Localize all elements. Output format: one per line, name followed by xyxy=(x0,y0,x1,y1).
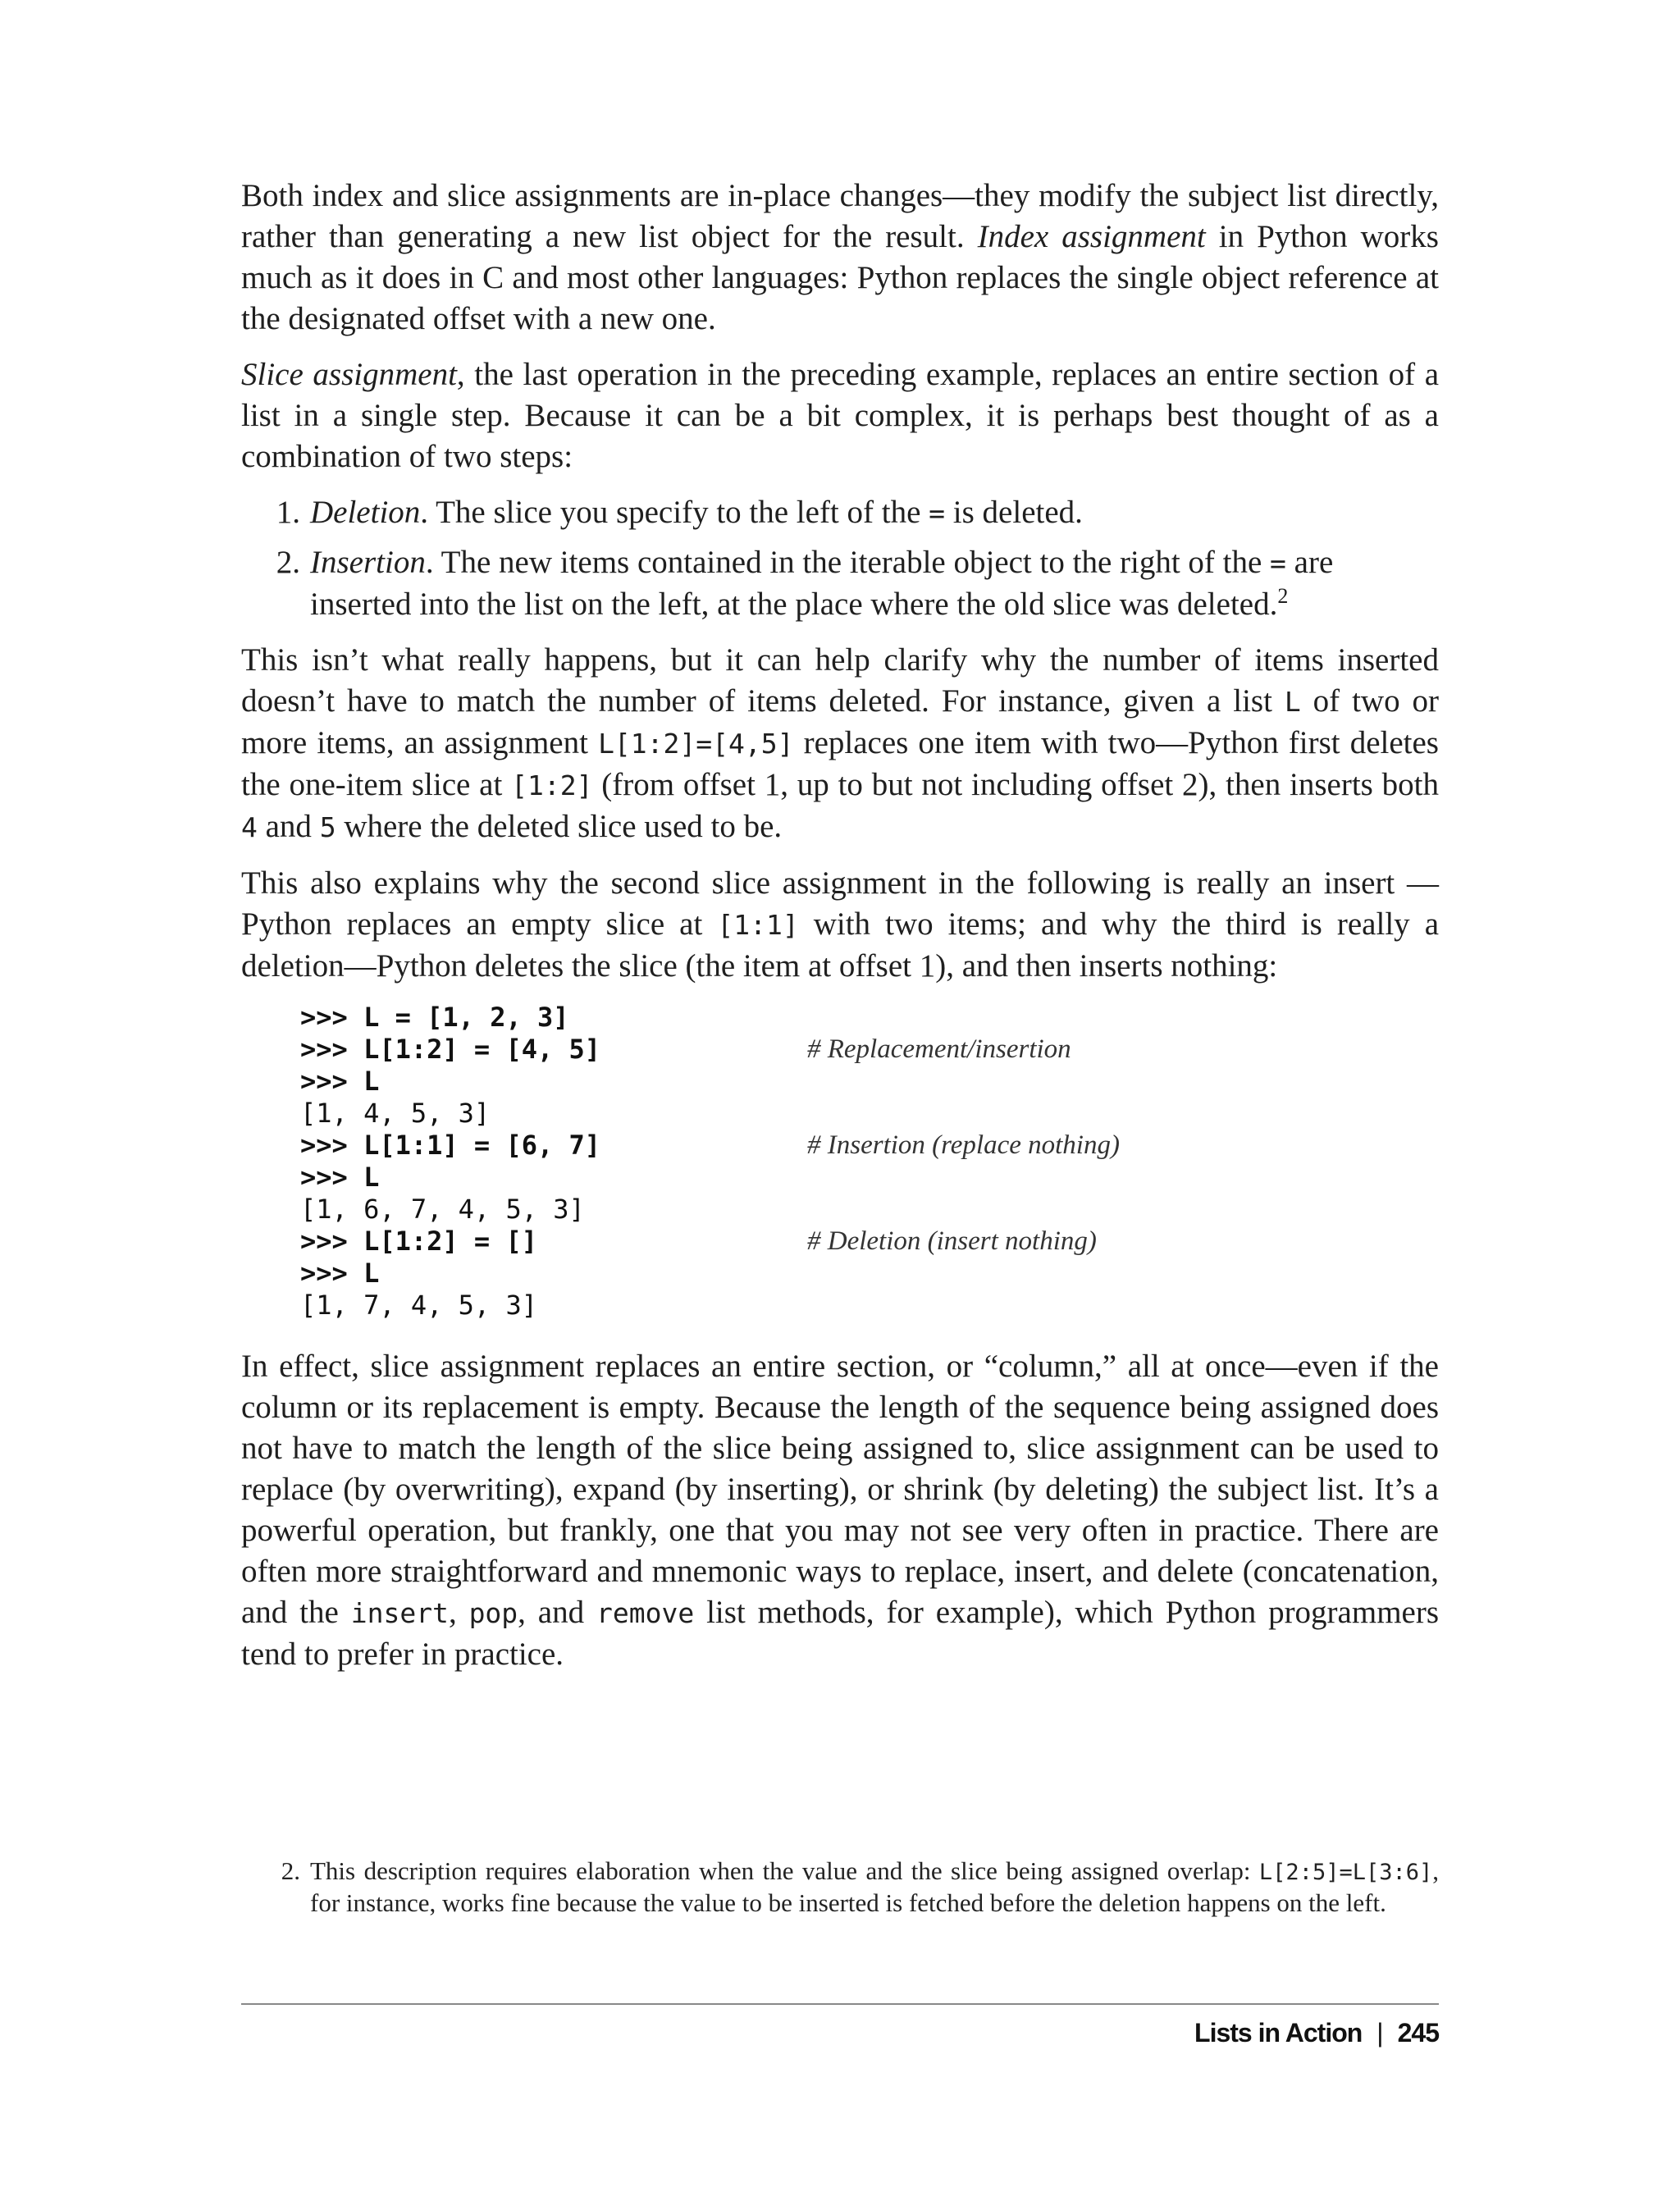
paragraph-insert-explanation: This also explains why the second slice assignment in the following is really an insert —Python replaces an empty slice at [1:1] with two items; and why the third is really a deletion—Python deletes the slice (the item at offset 1), and then inserts nothing: xyxy=(241,865,1440,984)
footer-divider xyxy=(241,2003,1439,2005)
term-slice-assignment: Slice assignment xyxy=(241,357,457,392)
code-example xyxy=(300,1002,1439,1322)
section-title: Lists in Action xyxy=(1194,2018,1363,2048)
page-number: 245 xyxy=(1397,2018,1439,2048)
footnote-reference[interactable]: 2 xyxy=(1277,584,1289,608)
paragraph-clarification: This isn’t what really happens, but it can help clarify why the number of items inserted doesn’t have to match the number of items deleted. For instance, given a list L of two or more items, an assignment L[1:2]=[4,5] replaces one item with two—Python first deletes the one-item slice at [1:2] (from offset 1, up to but not including offset 2), then inserts both 4 and 5 where the deleted slice used to be. xyxy=(241,642,1439,844)
footnote-number: 2. xyxy=(281,1856,300,1885)
code-line: >>> L = [1, 2, 3] xyxy=(300,1002,569,1033)
term-index-assignment: Index assignment xyxy=(977,219,1206,254)
footnote-text: This description requires elaboration when the value and the slice being assigned overlap: L[2:5]=L[3:6], for instance, works fine because the value to be inserted is fetched before the deletion happens on the left. xyxy=(310,1856,1439,1917)
code-line: >>> L[1:2] = [4, 5] # Replacement/insertion xyxy=(300,1034,1071,1065)
code-line: >>> L xyxy=(300,1162,380,1193)
code-comment: # Replacement/insertion xyxy=(807,1034,1071,1064)
code-output: [1, 7, 4, 5, 3] xyxy=(300,1290,537,1321)
steps-list xyxy=(241,492,1439,625)
code-line: >>> L xyxy=(300,1258,380,1289)
code-line: >>> L xyxy=(300,1066,380,1097)
list-item: 1. Deletion. The slice you specify to the left of the = is deleted. xyxy=(276,495,1083,530)
footnote xyxy=(241,1856,1439,1918)
code-line: >>> L[1:2] = [] # Deletion (insert nothing) xyxy=(300,1226,1097,1257)
footer-separator: | xyxy=(1376,2018,1383,2048)
code-output: [1, 6, 7, 4, 5, 3] xyxy=(300,1194,585,1225)
code-comment: # Insertion (replace nothing) xyxy=(807,1130,1120,1160)
paragraph-slice-assignment: Slice assignment, the last operation in the preceding example, replaces an entire section of a list in a single step. Because it can be a bit complex, it is perhaps best thought of as a combination of two steps: xyxy=(241,357,1440,474)
paragraph-in-effect: In effect, slice assignment replaces an entire section, or “column,” all at once—even if the column or its replacement is empty. Because the length of the sequence being assigned does not have to match the length of the slice being assigned to, slice assignment can be used to replace (by overwriting), expand (by inserting), or shrink (by deleting) the subject list. It’s a powerful operation, but frankly, one that you may not see very often in practice. There are often more straightforward and mnemonic ways to replace, insert, and delete (concatenation, and the insert, pop, and remove list methods, for example), which Python programmers tend to prefer in practice. xyxy=(241,1349,1439,1672)
paragraph-index-assignment: Both index and slice assignments are in-place changes—they modify the subject list directly, rather than generating a new list object for the result. Index assignment in Python works much as it does in C and most other languages: Python replaces the single object reference at the designated offset with a new one. xyxy=(241,178,1439,336)
list-item: 2. Insertion. The new items contained in the iterable object to the right of the = are inserted into the list on the left, at the place where the old slice was deleted.$^2$ xyxy=(276,545,1334,622)
code-output: [1, 4, 5, 3] xyxy=(300,1098,491,1129)
code-comment: # Deletion (insert nothing) xyxy=(807,1226,1097,1256)
page-footer xyxy=(1066,2018,1439,2048)
code-line: >>> L[1:1] = [6, 7] # Insertion (replace nothing) xyxy=(300,1130,1120,1161)
page-body xyxy=(241,176,1439,1690)
